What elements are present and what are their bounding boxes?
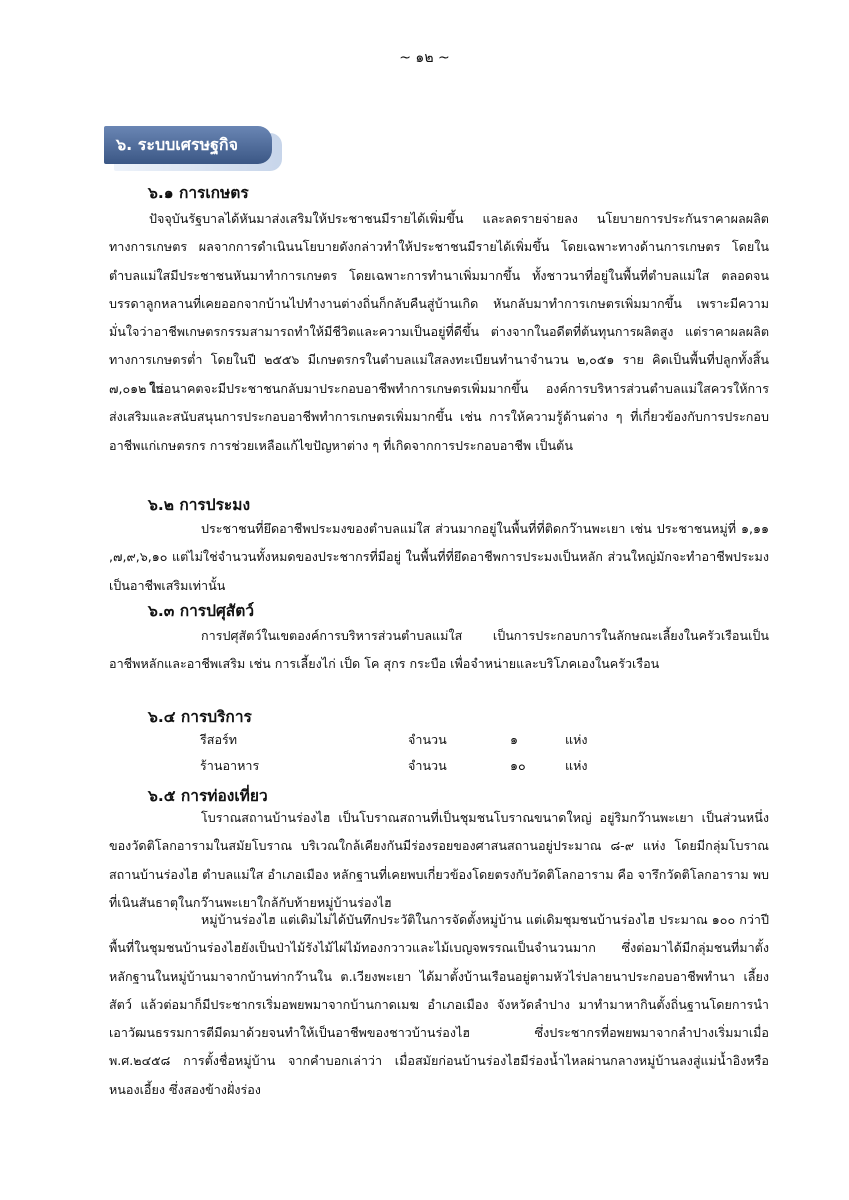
service-row bbox=[200, 756, 620, 780]
heading-agriculture: ๖.๑ การเกษตร bbox=[148, 184, 249, 202]
heading-fishery: ๖.๒ การประมง bbox=[148, 496, 251, 514]
paragraph-fishery: ประชาชนที่ยึดอาชีพประมงของตำบลแม่ใส ส่วนมากอยู่ในพื้นที่ที่ติดกว๊านพะเยา เช่น ประชาชนหมู่ที่ ๑,๑๑ ,๗,๙,๖,๑๐ แต่ไม่ใช่จำนวนทั้งหมดของประชากรที่มีอยู่ ในพื้นที่ที่ยึดอาชีพการประมงเป็นหลัก ส่วนใหญ่มักจะทำอาชีพประมงเป็นอาชีพเสริมเท่านั้น bbox=[109, 521, 769, 593]
service-row bbox=[200, 730, 620, 754]
paragraph-agriculture-1: ปัจจุบันรัฐบาลได้หันมาส่งเสริมให้ประชาชนมีรายได้เพิ่มขึ้น และลดรายจ่ายลง นโยบายการประกันราคาผลผลิตทางการเกษตร ผลจากการดำเนินนโยบายดังกล่าวทำให้ประชาชนมีรายได้เพิ่มขึ้น โดยเฉพาะทางด้านการเกษตร โดยในตำบลแม่ใสมีประชาชนหันมาทำการเกษตร โดยเฉพาะการทำนาเพิ่มมากขึ้น ทั้งชาวนาที่อยู่ในพื้นที่ตำบลแม่ใส ตลอดจนบรรดาลูกหลานที่เคยออกจากบ้านไปทำงานต่างถิ่นก็กลับคืนสู่บ้านเกิด หันกลับมาทำการเกษตรเพิ่มมากขึ้น เพราะมีความมั่นใจว่าอาชีพเกษตรกรรมสามารถทำให้มีชีวิตและความเป็นอยู่ที่ดีขึ้น ต่างจากในอดีตที่ต้นทุนการผลิตสูง แต่ราคาผลผลิตทางการเกษตรต่ำ โดยในปี ๒๕๕๖ มีเกษตรกรในตำบลแม่ใสลงทะเบียนทำนาจำนวน ๒,๐๕๑ ราย คิดเป็นพื้นที่ปลูกทั้งสิ้น ๗,๐๑๒ ไร่ bbox=[109, 211, 769, 396]
paragraph-agriculture-2: ในอนาคตจะมีประชาชนกลับมาประกอบอาชีพทำการเกษตรเพิ่มมากขึ้น องค์การบริหารส่วนตำบลแม่ใสควรให้การส่งเสริมและสนับสนุนการประกอบอาชีพทำการเกษตรเพิ่มมากขึ้น เช่น การให้ความรู้ด้านต่าง ๆ ที่เกี่ยวข้องกับการประกอบอาชีพแก่เกษตรกร การช่วยเหลือแก้ไขปัญหาต่าง ๆ ที่เกิดจากการประกอบอาชีพ เป็นต้น bbox=[109, 381, 769, 453]
service-count: ๑๐ bbox=[510, 758, 526, 773]
paragraph-tourism-1: โบราณสถานบ้านร่องไฮ เป็นโบราณสถานที่เป็นชุมชนโบราณขนาดใหญ่ อยู่ริมกว๊านพะเยา เป็นส่วนหนึ่งของวัดติโลกอารามในสมัยโบราณ บริเวณใกล้เคียงกันมีร่องรอยของศาสนสถานอยู่ประมาณ ๘-๙ แห่ง โดยมีกลุ่มโบราณสถานบ้านร่องไฮ ตำบลแม่ใส อำเภอเมือง หลักฐานที่เคยพบเกี่ยวข้องโดยตรงกับวัดติโลกอาราม คือ จารึกวัดติโลกอาราม พบที่เนินสันธาตุในกว๊านพะเยาใกล้กับท้ายหมู่บ้านร่องไฮ bbox=[109, 810, 769, 910]
heading-services: ๖.๔ การบริการ bbox=[148, 708, 252, 726]
service-name: ร้านอาหาร bbox=[200, 758, 260, 773]
section-title: ๖. ระบบเศรษฐกิจ bbox=[104, 126, 272, 164]
service-unit: แห่ง bbox=[565, 758, 588, 773]
service-unit: แห่ง bbox=[565, 732, 588, 747]
service-count-label: จำนวน bbox=[408, 758, 447, 773]
service-count-label: จำนวน bbox=[408, 732, 447, 747]
service-count: ๑ bbox=[510, 732, 518, 747]
heading-livestock: ๖.๓ การปศุสัตว์ bbox=[148, 602, 255, 620]
page-number: ~ ๑๒ ~ bbox=[399, 50, 450, 66]
paragraph-tourism-2: หมู่บ้านร่องไฮ แต่เดิมไม่ได้บันทึกประวัติในการจัดตั้งหมู่บ้าน แต่เดิมชุมชนบ้านร่องไฮ ประมาณ ๑๐๐ กว่าปี พื้นที่ในชุมชนบ้านร่องไฮยังเป็นป่าไม้รังไม้ไผ่ไม้ทองกวาวและไม้เบญจพรรณเป็นจำนวนมาก ซึ่งต่อมาได้มีกลุ่มชนที่มาตั้งหลักฐานในหมู่บ้านมาจากบ้านท่ากว๊านใน ต.เวียงพะเยา ได้มาตั้งบ้านเรือนอยู่ตามหัวไร่ปลายนาประกอบอาชีพทำนา เลี้ยงสัตว์ แล้วต่อมาก็มีประชากรเริ่มอพยพมาจากบ้านกาดเมฆ อำเภอเมือง จังหวัดลำปาง มาทำมาหากินตั้งถิ่นฐานโดยการนำเอาวัฒนธรรมการตีมีดมาด้วยจนทำให้เป็นอาชีพของชาวบ้านร่องไฮ ซึ่งประชากรที่อพยพมาจากลำปางเริ่มมาเมื่อ พ.ศ.๒๔๕๘ การตั้งชื่อหมู่บ้าน จากคำบอกเล่าว่า เมื่อสมัยก่อนบ้านร่องไฮมีร่องน้ำไหลผ่านกลางหมู่บ้านลงสู่แม่น้ำอิงหรือหนองเอี้ยง ซึ่งสองข้างฝั่งร่อง bbox=[109, 912, 769, 1097]
paragraph-livestock: การปศุสัตว์ในเขตองค์การบริหารส่วนตำบลแม่ใส เป็นการประกอบการในลักษณะเลี้ยงในครัวเรือนเป็นอาชีพหลักและอาชีพเสริม เช่น การเลี้ยงไก่ เป็ด โค สุกร กระบือ เพื่อจำหน่ายและบริโภคเองในครัวเรือน bbox=[109, 628, 769, 672]
section-header bbox=[104, 126, 280, 168]
service-name: รีสอร์ท bbox=[200, 732, 238, 747]
heading-tourism: ๖.๕ การท่องเที่ยว bbox=[148, 787, 268, 805]
